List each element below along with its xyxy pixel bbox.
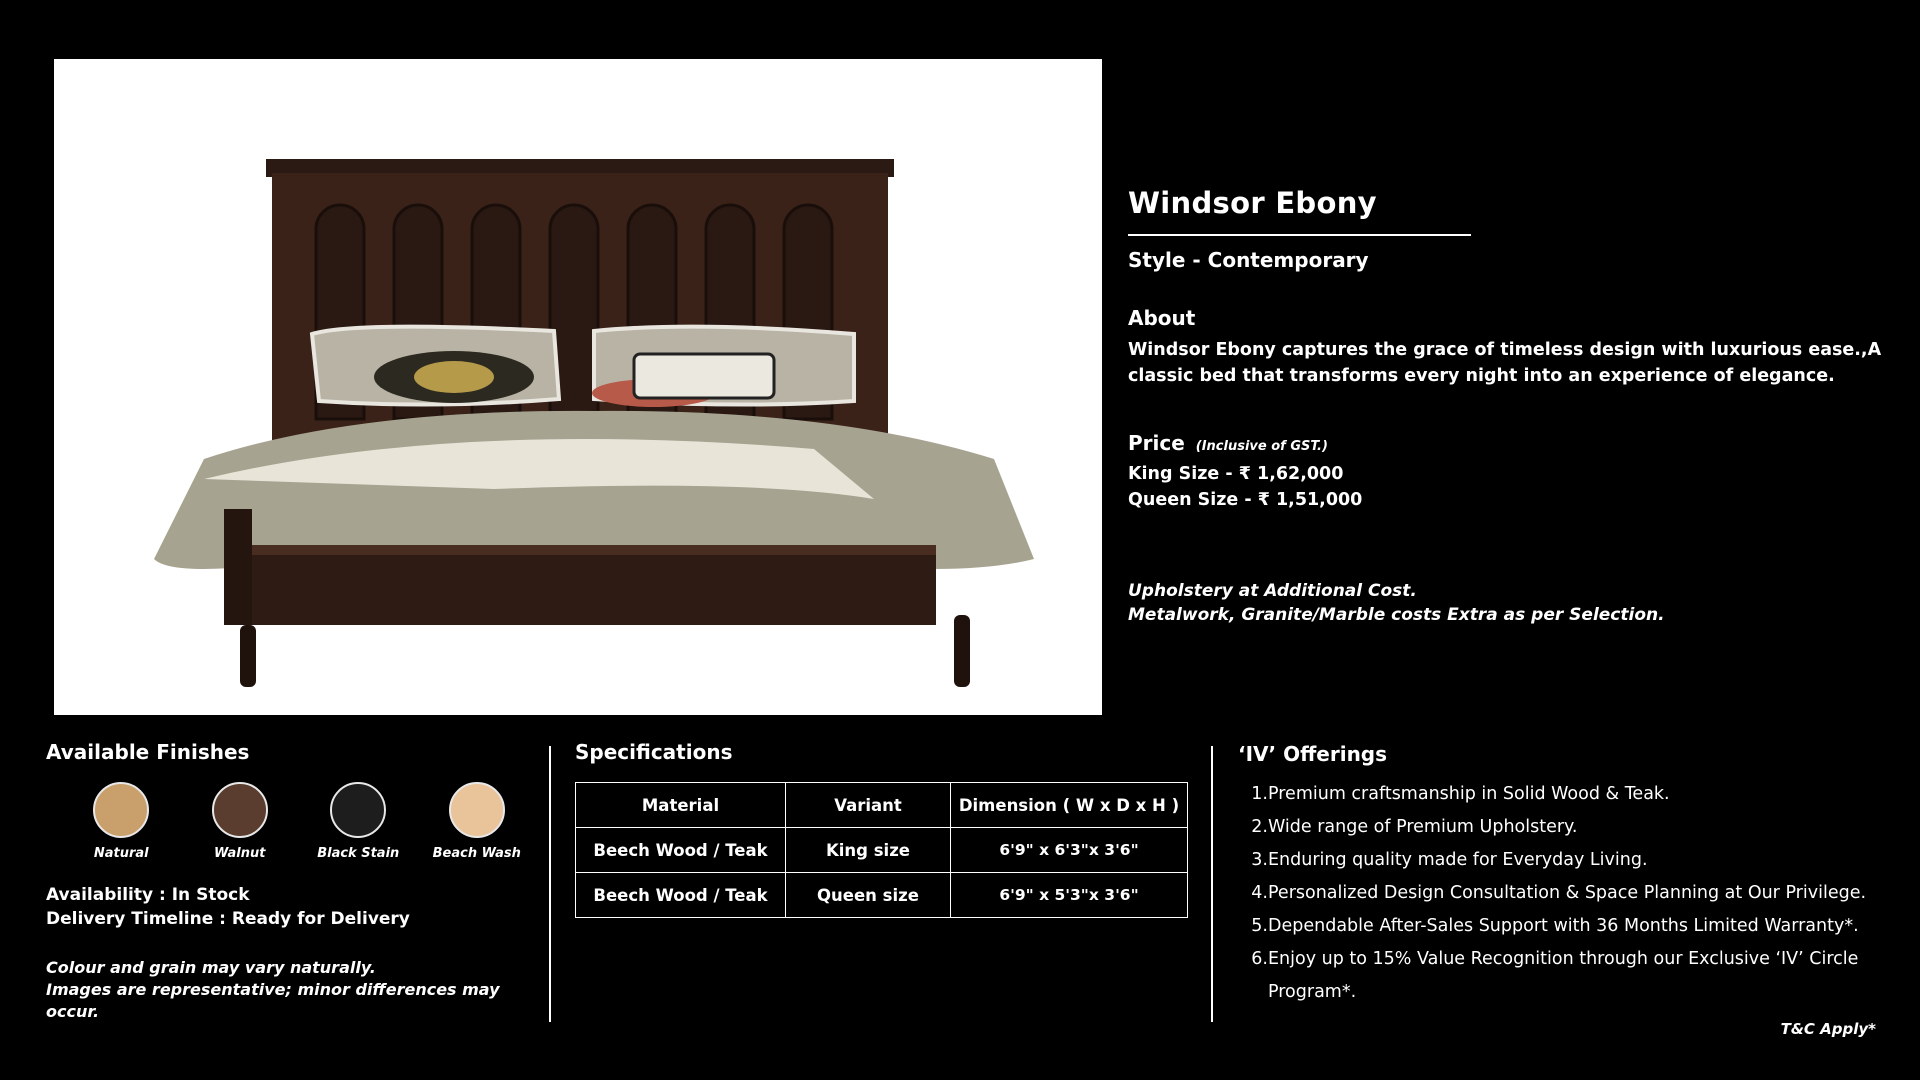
price-king: King Size - ₹ 1,62,000 xyxy=(1128,464,1344,484)
specifications-heading: Specifications xyxy=(575,740,733,764)
table-cell: 6'9" x 5'3"x 3'6" xyxy=(951,873,1188,918)
colour-disclaimer: Colour and grain may vary naturally. xyxy=(46,958,376,977)
list-item xyxy=(1238,844,1888,877)
offerings-section xyxy=(1238,742,1888,1009)
list-number: 1. xyxy=(1251,784,1268,804)
about-text: Windsor Ebony captures the grace of timeless design with luxurious ease.,A classic bed that transforms every night into an experience of elegance. xyxy=(1128,340,1882,386)
section-divider xyxy=(549,746,551,1022)
price-list xyxy=(1128,461,1888,513)
finishes-section xyxy=(46,740,536,1023)
finish-natural[interactable] xyxy=(62,782,181,861)
finish-swatches xyxy=(62,782,536,861)
list-number: 4. xyxy=(1251,883,1268,903)
table-cell: King size xyxy=(786,828,951,873)
swatch-black-stain xyxy=(330,782,386,838)
bed-illustration xyxy=(54,59,1102,715)
title-underline xyxy=(1128,234,1471,236)
specifications-table xyxy=(575,782,1188,918)
finish-walnut[interactable] xyxy=(181,782,300,861)
list-text: Enjoy up to 15% Value Recognition through our Exclusive ‘IV’ Circle Program*. xyxy=(1268,949,1859,1002)
list-text: Enduring quality made for Everyday Living. xyxy=(1268,850,1648,870)
price-tax-note: (Inclusive of GST.) xyxy=(1195,439,1328,454)
terms-note[interactable]: T&C Apply* xyxy=(1780,1020,1876,1038)
cost-notes xyxy=(1128,579,1888,627)
column-header: Variant xyxy=(786,783,951,828)
list-item xyxy=(1238,943,1888,1009)
table-row xyxy=(576,828,1188,873)
finish-beach-wash[interactable] xyxy=(418,782,537,861)
list-item xyxy=(1238,877,1888,910)
table-cell: Beech Wood / Teak xyxy=(576,873,786,918)
price-heading xyxy=(1128,431,1888,455)
availability-status: Availability : In Stock xyxy=(46,885,250,905)
list-number: 2. xyxy=(1251,817,1268,837)
list-text: Premium craftsmanship in Solid Wood & Teak. xyxy=(1268,784,1670,804)
offerings-heading: ‘IV’ Offerings xyxy=(1238,742,1388,766)
finishes-heading: Available Finishes xyxy=(46,740,250,764)
swatch-natural xyxy=(93,782,149,838)
finish-label: Natural xyxy=(93,846,149,861)
list-number: 6. xyxy=(1251,949,1268,969)
list-number: 5. xyxy=(1251,916,1268,936)
list-number: 3. xyxy=(1251,850,1268,870)
list-item xyxy=(1238,778,1888,811)
table-header-row xyxy=(576,783,1188,828)
availability-block xyxy=(46,883,536,931)
product-style: Style - Contemporary xyxy=(1128,248,1369,272)
about-heading: About xyxy=(1128,306,1196,330)
list-item xyxy=(1238,811,1888,844)
product-title: Windsor Ebony xyxy=(1128,186,1377,220)
list-text: Wide range of Premium Upholstery. xyxy=(1268,817,1578,837)
image-disclaimer: Images are representative; minor differences may occur. xyxy=(46,980,500,1021)
finish-label: Walnut xyxy=(214,846,266,861)
column-header: Dimension ( W x D x H ) xyxy=(951,783,1188,828)
upholstery-note: Upholstery at Additional Cost. xyxy=(1128,581,1417,601)
table-cell: Beech Wood / Teak xyxy=(576,828,786,873)
finish-black-stain[interactable] xyxy=(299,782,418,861)
specifications-section xyxy=(575,740,1189,918)
price-queen: Queen Size - ₹ 1,51,000 xyxy=(1128,490,1363,510)
swatch-beach-wash xyxy=(449,782,505,838)
list-text: Personalized Design Consultation & Space Planning at Our Privilege. xyxy=(1268,883,1867,903)
table-row xyxy=(576,873,1188,918)
list-text: Dependable After-Sales Support with 36 Months Limited Warranty*. xyxy=(1268,916,1859,936)
swatch-walnut xyxy=(212,782,268,838)
column-header: Material xyxy=(576,783,786,828)
finish-label: Beach Wash xyxy=(432,846,521,861)
finish-label: Black Stain xyxy=(317,846,400,861)
list-item xyxy=(1238,910,1888,943)
price-label: Price xyxy=(1128,431,1185,455)
product-image xyxy=(54,59,1102,715)
product-info-panel xyxy=(1128,186,1888,627)
table-cell: 6'9" x 6'3"x 3'6" xyxy=(951,828,1188,873)
section-divider xyxy=(1211,746,1213,1022)
finish-disclaimer xyxy=(46,957,536,1023)
table-cell: Queen size xyxy=(786,873,951,918)
metalwork-note: Metalwork, Granite/Marble costs Extra as per Selection. xyxy=(1128,605,1665,625)
offerings-list xyxy=(1238,778,1888,1009)
delivery-timeline: Delivery Timeline : Ready for Delivery xyxy=(46,909,410,929)
